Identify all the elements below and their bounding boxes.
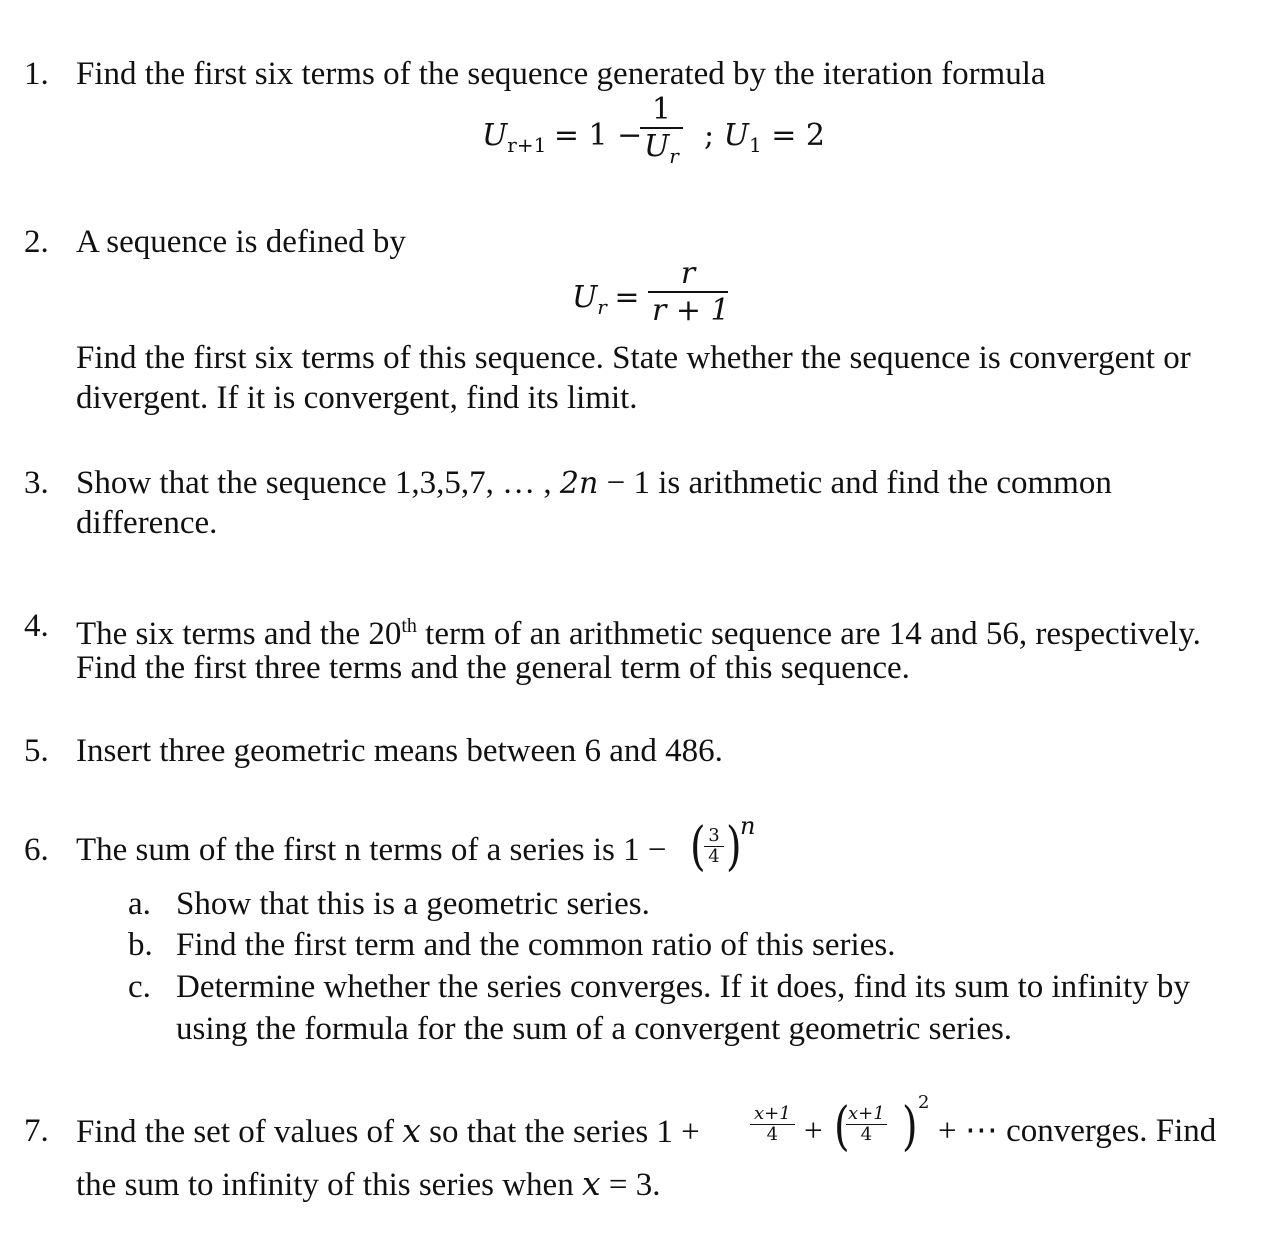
fraction-denominator-sub: r — [669, 144, 679, 168]
problem-4-number: 4. — [24, 608, 49, 644]
power-fraction — [704, 826, 724, 867]
subitem-a-text: Show that this is a geometric series. — [176, 886, 650, 922]
fraction-numerator: x+1 — [754, 1103, 791, 1124]
series-power: ( $\frac{x+1}{4}$ ) 2 — [834, 1092, 930, 1157]
problem-3-number: 3. — [24, 465, 49, 501]
problem-7-text-a: Find the set of values of — [76, 1114, 403, 1150]
problem-7-text-e: = 3. — [600, 1167, 661, 1203]
problem-7-text-c: + ⋯ converges. Find — [938, 1113, 1217, 1149]
problem-5-number: 5. — [24, 733, 49, 769]
problem-7-text — [76, 1111, 700, 1152]
fraction-denominator: r + 1 — [648, 291, 728, 328]
problem-4-text-a: The six terms and the 20 — [76, 616, 402, 652]
problem-7-plus: + — [804, 1113, 823, 1149]
problem-5-text: Insert three geometric means between 6 and 486. — [76, 733, 723, 769]
problem-7-number: 7. — [24, 1113, 49, 1149]
problem-4-text-line-2: Find the first three terms and the general term of this sequence. — [76, 650, 910, 686]
fraction-numerator: 1 — [651, 92, 671, 127]
fraction-numerator: 3 — [708, 825, 720, 846]
formula-fraction — [640, 92, 683, 168]
problem-6-text: The sum of the first n terms of a series is 1 − — [76, 832, 667, 868]
problem-7-var: x — [402, 1111, 421, 1150]
formula-tail-rest: = 2 — [761, 118, 825, 153]
subitem-b-letter: b. — [128, 927, 153, 963]
subitem-c-text: Determine whether the series converges. If it does, find its sum to infinity by — [176, 969, 1190, 1005]
fraction-denominator: 4 — [750, 1124, 795, 1145]
subitem-a-letter: a. — [128, 886, 151, 922]
subitem-b-text: Find the first term and the common ratio of this series. — [176, 927, 896, 963]
problem-7-text-b: so that the series 1 + — [420, 1114, 700, 1150]
problem-4-text — [76, 606, 1201, 654]
problem-1-number: 1. — [24, 56, 49, 92]
subitem-c-text-line-2: using the formula for the sum of a convergent geometric series. — [176, 1011, 1013, 1047]
power-exponent: n — [740, 812, 756, 840]
problem-3-text — [76, 463, 1112, 504]
series-fraction-2 — [846, 1104, 887, 1145]
problem-2-text-line-3: divergent. If it is convergent, find its limit. — [76, 380, 638, 416]
series-fraction-1 — [750, 1104, 795, 1145]
formula-eq: = — [614, 280, 640, 315]
problem-4-superscript: th — [401, 615, 417, 637]
problem-7-text-line-2 — [76, 1164, 660, 1205]
problem-6-number: 6. — [24, 832, 49, 868]
problem-3-text-a: Show that the sequence 1,3,5,7, … , — [76, 465, 560, 501]
problem-3-math: 2n — [559, 466, 599, 501]
formula-fraction — [648, 256, 728, 328]
problem-4-text-b: term of an arithmetic sequence are 14 and 56, respectively. — [416, 616, 1201, 652]
problem-3-text-b: − 1 is arithmetic and find the common — [598, 465, 1112, 501]
problem-2-number: 2. — [24, 224, 49, 260]
fraction-numerator: x+1 — [848, 1103, 885, 1124]
subitem-c-letter: c. — [128, 969, 151, 1005]
formula-separator: ; — [704, 118, 724, 153]
formula-var: U — [572, 280, 598, 315]
fraction-denominator-var: U — [644, 129, 670, 164]
problem-3-text-line-2: difference. — [76, 505, 218, 541]
fraction-denominator: 4 — [704, 846, 724, 867]
formula-var: U — [482, 118, 508, 153]
fraction-denominator: 4 — [846, 1124, 887, 1145]
problem-7-text-d: the sum to infinity of this series when — [76, 1167, 582, 1203]
formula-tail-var: U — [723, 118, 749, 153]
formula-tail-sub: 1 — [748, 133, 762, 157]
problem-7-var-2: x — [581, 1164, 601, 1203]
formula-sub: r+1 — [507, 133, 547, 157]
formula-sub: r — [597, 295, 607, 319]
formula-eq: = 1 − — [553, 118, 643, 153]
problem-2-text: A sequence is defined by — [76, 224, 406, 260]
power-exponent: 2 — [918, 1092, 930, 1113]
problem-1-text: Find the first six terms of the sequence generated by the iteration formula — [76, 56, 1046, 92]
fraction-numerator: r — [680, 256, 696, 291]
problem-2-text-line-2: Find the first six terms of this sequence. State whether the sequence is convergent or — [76, 340, 1191, 376]
